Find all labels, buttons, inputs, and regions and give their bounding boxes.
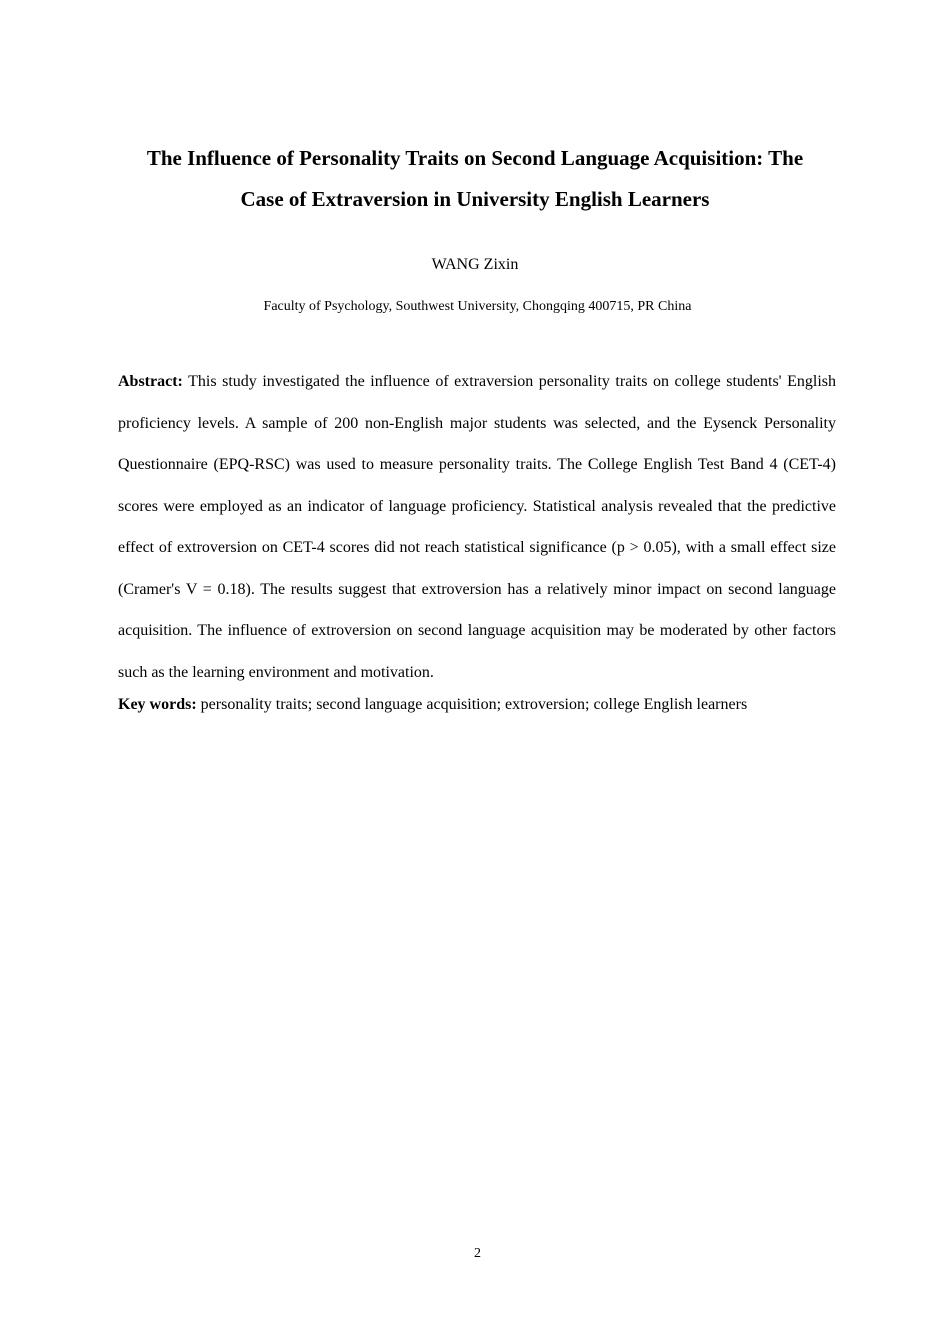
abstract-text: This study investigated the influence of extraversion personality traits on college students' English proficiency levels. A sample of 200 non-English major students was selected, and the Eysenck Personality Questionnaire (EPQ-RSC) was used to measure personality traits. The College English Test Band 4 (CET-4) scores were employed as an indicator of language proficiency. Statistical analysis revealed that the predictive effect of extroversion on CET-4 scores did not reach statistical significance (p > 0.05), with a small effect size (Cramer's V = 0.18). The results suggest that extroversion has a relatively minor impact on second language acquisition. The influence of extroversion on second language acquisition may be moderated by other factors such as the learning environment and motivation.: [118, 373, 836, 681]
author-name: WANG Zixin: [431, 256, 519, 273]
keywords-text: personality traits; second language acquisition; extroversion; college English learners: [200, 696, 748, 713]
paper-title-line-1: The Influence of Personality Traits on Second Language Acquisition: The: [146, 146, 804, 170]
paper-title: [110, 138, 840, 220]
abstract-paragraph: [118, 361, 836, 693]
abstract-label: Abstract:: [118, 373, 183, 390]
page-number: 2: [474, 1246, 481, 1261]
paper-title-line-2: Case of Extraversion in University English Learners: [240, 187, 710, 211]
keywords-paragraph: [118, 694, 836, 716]
keywords-label: Key words:: [118, 696, 197, 713]
author-affiliation: Faculty of Psychology, Southwest University, Chongqing 400715, PR China: [263, 299, 692, 314]
